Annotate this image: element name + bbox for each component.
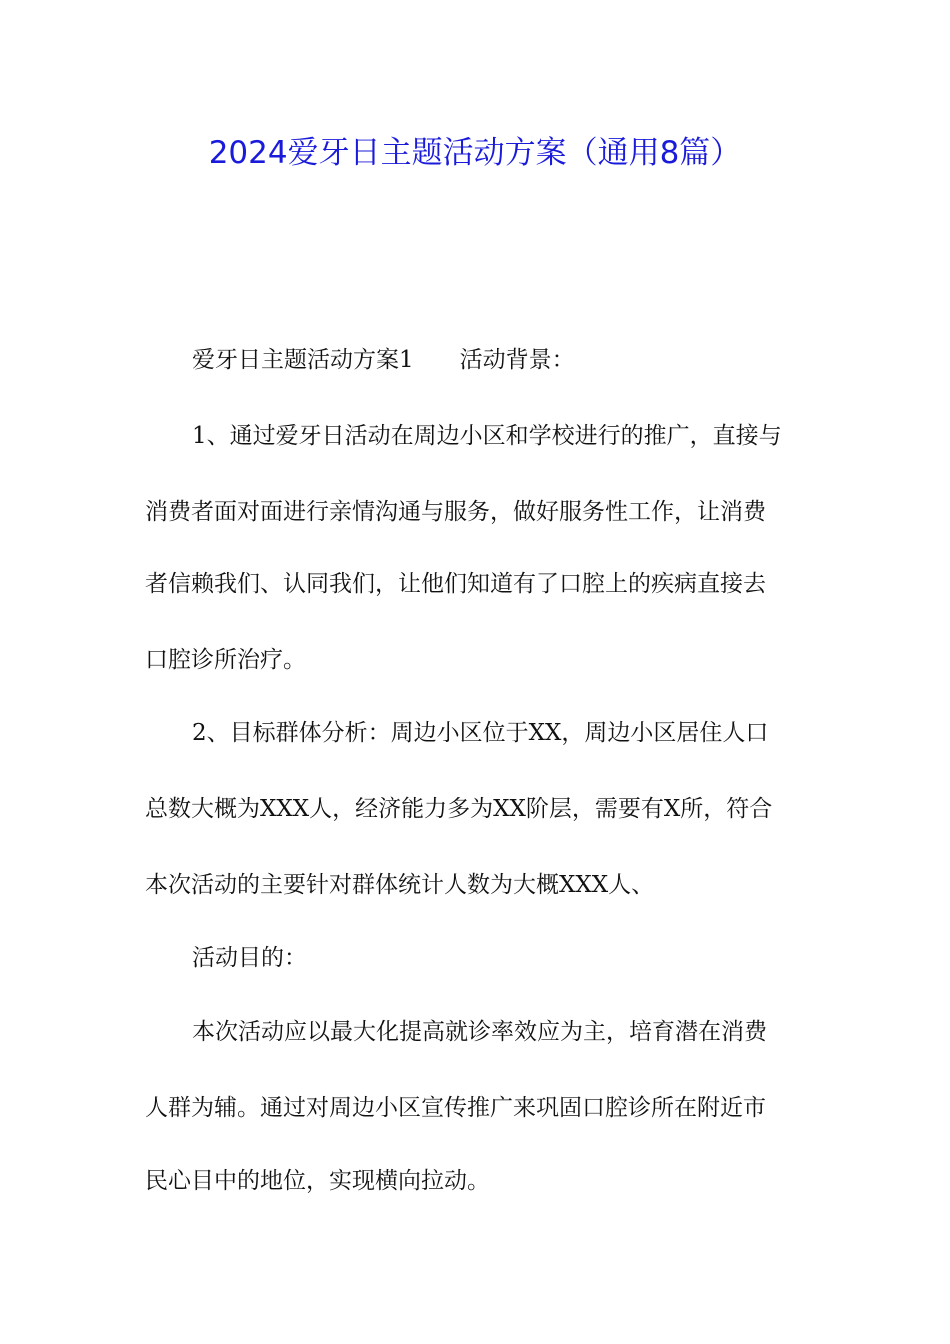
document-title: 2024爱牙日主题活动方案（通用8篇） bbox=[208, 135, 742, 171]
paragraph-line: 2、目标群体分析：周边小区位于XX，周边小区居住人口 bbox=[192, 720, 769, 746]
paragraph-line: 口腔诊所治疗。 bbox=[145, 647, 306, 673]
paragraph-line: 活动目的： bbox=[192, 945, 307, 971]
paragraph-line: 本次活动的主要针对群体统计人数为大概XXX人、 bbox=[145, 872, 655, 898]
paragraph-line: 消费者面对面进行亲情沟通与服务，做好服务性工作，让消费 bbox=[145, 499, 766, 525]
section-heading-line bbox=[192, 345, 575, 375]
paragraph-line: 本次活动应以最大化提高就诊率效应为主，培育潜在消费 bbox=[192, 1019, 767, 1045]
section-heading: 爱牙日主题活动方案1 bbox=[192, 347, 414, 373]
section-subheading: 活动背景： bbox=[459, 347, 575, 373]
paragraph-line: 民心目中的地位，实现横向拉动。 bbox=[145, 1168, 490, 1194]
paragraph-line: 总数大概为XXX人，经济能力多为XX阶层，需要有X所，符合 bbox=[145, 796, 773, 822]
paragraph-line: 人群为辅。通过对周边小区宣传推广来巩固口腔诊所在附近市 bbox=[145, 1095, 766, 1121]
paragraph-line: 者信赖我们、认同我们，让他们知道有了口腔上的疾病直接去 bbox=[145, 571, 766, 597]
paragraph-line: 1、通过爱牙日活动在周边小区和学校进行的推广，直接与 bbox=[192, 423, 782, 449]
